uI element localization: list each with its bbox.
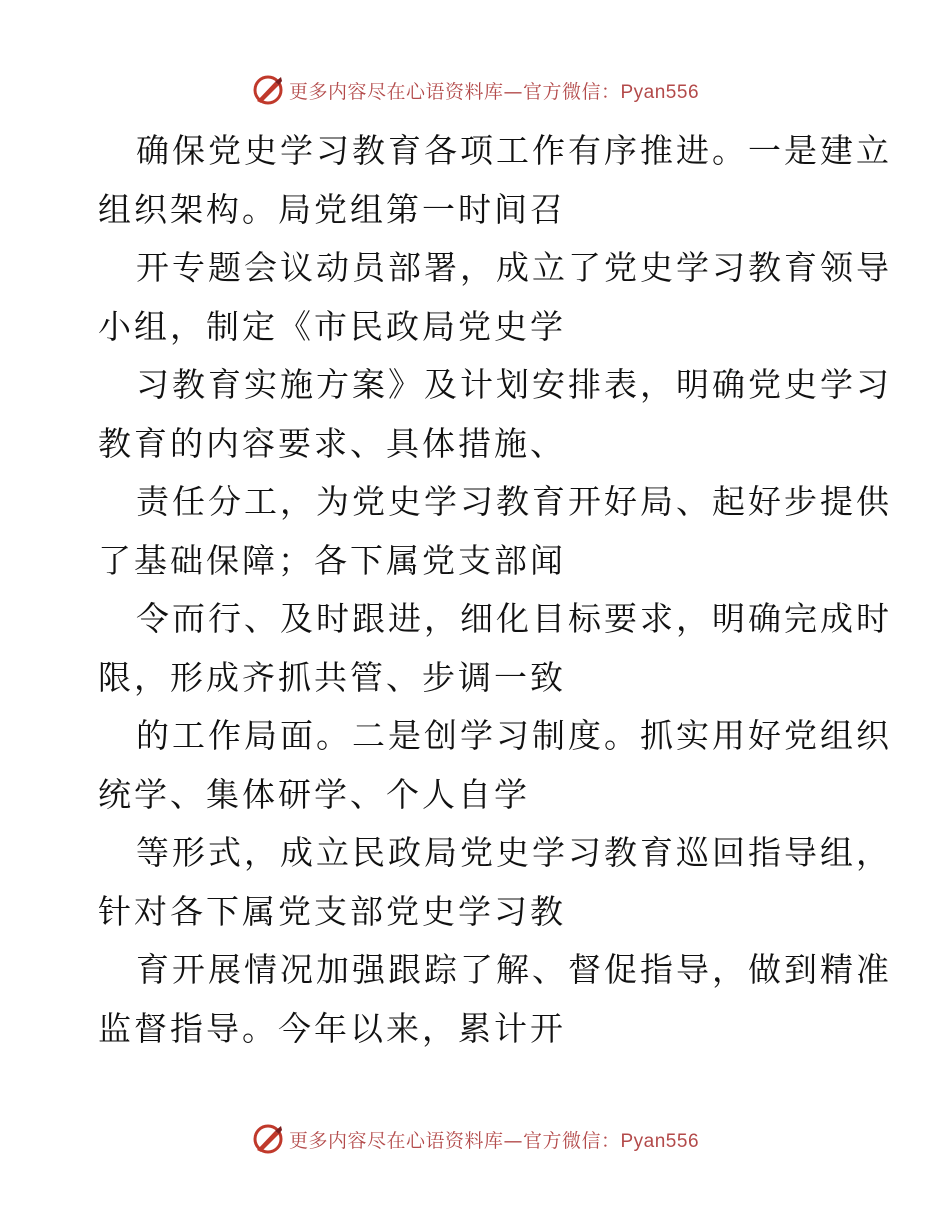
paragraph-line: 确保党史学习教育各项工作有序推进。一是建立: [136, 131, 892, 170]
paragraph-line: 了基础保障；各下属党支部闻: [98, 540, 566, 580]
paragraph-line: 开专题会议动员部署，成立了党史学习教育领导: [136, 248, 892, 287]
banner-wechat-id: Pyan556: [620, 81, 700, 103]
banner-wechat-id: Pyan556: [620, 1130, 700, 1152]
paragraph-line: 的工作局面。二是创学习制度。抓实用好党组织: [136, 716, 892, 755]
paragraph-line: 习教育实施方案》及计划安排表，明确党史学习: [136, 365, 892, 404]
paragraph-line: 令而行、及时跟进，细化目标要求，明确完成时: [136, 599, 892, 638]
brush-logo-icon: [251, 73, 285, 107]
paragraph-line: 教育的内容要求、具体措施、: [98, 423, 566, 463]
banner-caption: 更多内容尽在心语资料库—官方微信：: [288, 80, 621, 103]
paragraph-line: 组织架构。局党组第一时间召: [98, 189, 566, 229]
paragraph-line: 限，形成齐抓共管、步调一致: [98, 657, 566, 697]
paragraph-line: 育开展情况加强跟踪了解、督促指导，做到精准: [136, 950, 892, 989]
paragraph-line: 责任分工，为党史学习教育开好局、起好步提供: [136, 482, 892, 521]
paragraph-line: 等形式，成立民政局党史学习教育巡回指导组，: [136, 833, 892, 872]
paragraph-line: 统学、集体研学、个人自学: [98, 774, 530, 814]
banner-text: [289, 77, 699, 104]
banner-text: [289, 1126, 699, 1153]
paragraph-line: 小组，制定《市民政局党史学: [98, 306, 566, 346]
paragraph-line: 监督指导。今年以来，累计开: [98, 1008, 566, 1048]
document-body: [98, 122, 892, 1058]
footer-banner: [0, 1119, 950, 1159]
header-banner: [0, 70, 950, 110]
paragraph-line: 针对各下属党支部党史学习教: [98, 891, 566, 931]
brush-logo-icon: [251, 1122, 285, 1156]
banner-caption: 更多内容尽在心语资料库—官方微信：: [288, 1129, 621, 1152]
